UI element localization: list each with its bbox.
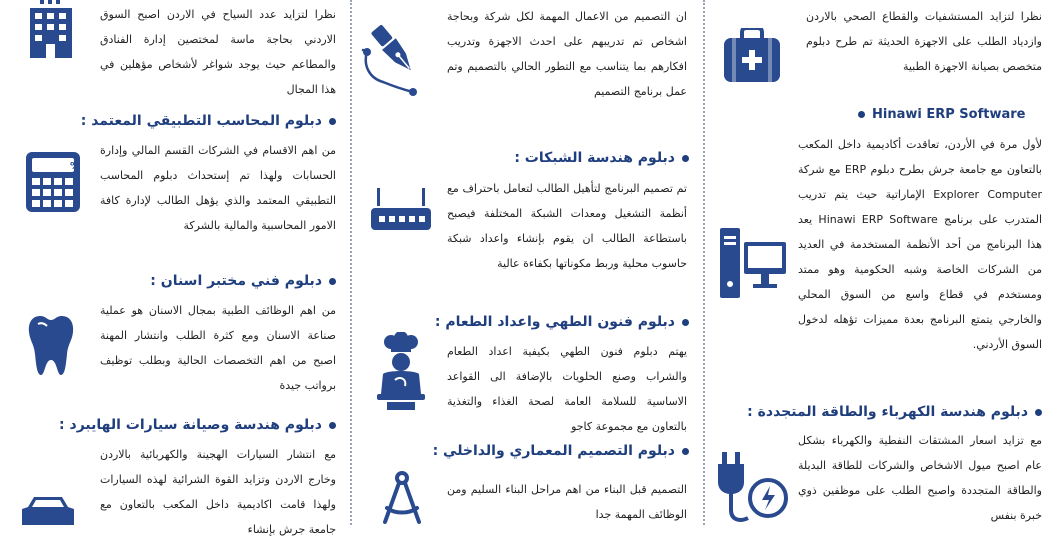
accounting-heading: دبلوم المحاسب التطبيقي المعتمد : [60,113,336,129]
pen-nib-icon [361,20,443,96]
compass-icon [377,470,427,525]
hotel-description: نظرا لتزايد عدد السياح في الاردن اصبح السوق الاردني بحاجة ماسة لمختصين إدارة الفنادق والمطاعم حيث يوجد شواغر لأشخاص مؤهلين في هذا المجال [100,8,336,96]
svg-text:%: % [70,161,80,172]
computer-icon [720,228,786,298]
architecture-description: التصميم قبل البناء من اهم مراحل البناء السليم ومن الوظائف المهمة جدا [447,483,687,521]
dental-heading: دبلوم فني مختبر اسنان : [100,273,336,289]
column-left [0,0,345,536]
cooking-description: يهتم دبلوم فنون الطهي بكيفية اعداد الطعام والشراب وصنع الحلويات بالإضافة الى القواعد الاساسية للسلامة العامة لصحة الغذاء والتغذية بالتعاون مع مجموعة كاجو [447,345,687,433]
energy-heading: دبلوم هندسة الكهرباء والطاقة المتجددة : [728,404,1042,420]
hybrid-heading: دبلوم هندسة وصيانة سيارات الهايبرد : [50,417,336,433]
bullet [329,118,336,125]
column-right [708,0,1050,525]
accounting-description: من اهم الاقسام في الشركات القسم المالي وإدارة الحسابات ولهذا تم إستحداث دبلوم المحاسب التطبيقي المعتمد والذي يؤهل الطالب لإدارة كافة الامور المحاسبية والمالية بالشركة [100,144,336,232]
column-divider-left [350,0,352,525]
chef-icon [373,332,429,412]
medical-bag-icon [724,28,780,82]
router-icon [371,186,431,232]
hotel-icon [26,0,76,58]
column-middle [355,0,698,525]
hybrid-description: مع انتشار السيارات الهجينة والكهربائية بالاردن وخارج الاردن وتزايد القوة الشرائية لهذه السيارات ولهذا قامت اكاديمية داخل المكعب بالتعاون مع جامعة جرش بإنشاء [100,448,336,536]
calculator-icon [26,152,80,212]
bullet [682,319,689,326]
erp-description: لأول مرة في الأردن، تعاقدت أكاديمية داخل المكعب بالتعاون مع جامعة جرش بطرح دبلوم ERP مع شركة Explorer Computer الإماراتية حيث يتم تدريب المتدرب على برنامج Hinawi ERP Software يعد هذا البرنامج من أحد الأنظمة المستخدمة في العديد من الشركات الخاصة وشبه الحكومية وهو ممتد ومستخدم في قطاع واسع من السوق المحلي والخارجي يتمتع البرنامج بعدة مميزات تؤهله لدخول السوق الأردني. [798,138,1043,351]
bullet [329,278,336,285]
bullet [682,448,689,455]
bullet [858,111,865,118]
networks-heading: دبلوم هندسة الشبكات : [439,150,689,166]
architecture-heading: دبلوم التصميم المعماري والداخلي : [425,443,689,459]
bullet [329,422,336,429]
column-divider-right [703,0,705,525]
medical-description: نظرا لتزايد المستشفيات والقطاع الصحي بالاردن وازدياد الطلب على الاجهزة الحديثة تم طرح دبلوم متخصص بصيانة الاجهزة الطبية [806,10,1042,73]
bullet [1035,409,1042,416]
design-description: ان التصميم من الاعمال المهمة لكل شركة وبحاجة اشخاص تم تدريبهم على احدث الاجهزة وتدريب افكارهم بما يتناسب مع التطور الحالي بالتصميم وتم عمل برنامج التصميم [447,10,687,98]
dental-description: من اهم الوظائف الطبية بمجال الاسنان هو عملية صناعة الاسنان ومع كثرة الطلب وانتشار المهنة اصبح من اهم التخصصات الحالية وبطلب توظيف برواتب جيدة [100,304,336,392]
car-icon [20,495,76,525]
networks-description: تم تصميم البرنامج لتأهيل الطالب لتعامل باحتراف مع أنظمة التشغيل ومعدات الشبكة المختلفة فيصبح باستطاعة الطالب ان يقوم بإنشاء واعداد شبكة حاسوب محلية وربط مكوناتها بكفاءة عالية [447,182,687,270]
cooking-heading: دبلوم فنون الطهي واعداد الطعام : [429,314,689,330]
bullet [682,155,689,162]
erp-heading: Hinawi ERP Software [858,107,1044,122]
tooth-icon [28,314,74,376]
energy-description: مع تزايد اسعار المشتقات النفطية والكهرباء بشكل عام اصبح ميول الاشخاص والشركات للطاقة البديلة والطاقة المتجددة واصبح الطلب على موظفين ذوي خبرة بنفس [798,434,1042,522]
power-plug-icon [718,452,788,525]
